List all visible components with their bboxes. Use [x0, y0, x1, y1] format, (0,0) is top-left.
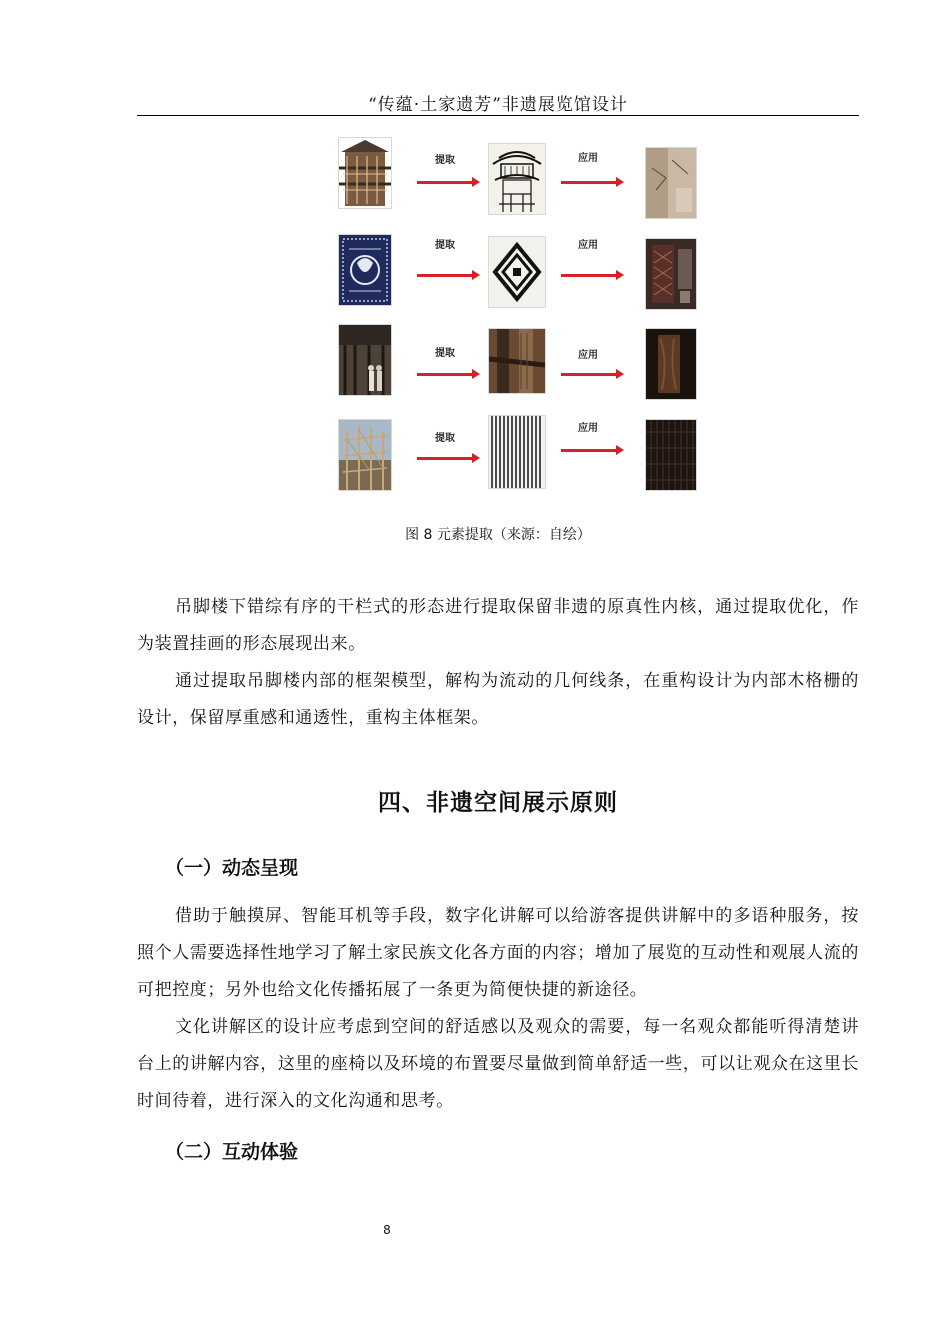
subsection-heading-interactive: （二）互动体验 [165, 1141, 299, 1163]
figure-row-timber [333, 324, 703, 400]
extract-label: 提取 [435, 155, 455, 166]
paragraph-extraction-frame: 通过提取吊脚楼内部的框架模型，解构为流动的几何线条，在重构设计为内部木格栅的设计，保留厚重感和通透性，重构主体框架。 [137, 671, 859, 728]
running-header: “传蕴·土家遗芳”非遗展览馆设计 [368, 95, 628, 115]
stilt-house-photo [338, 137, 392, 209]
figure-row-building [333, 137, 703, 213]
extract-label: 提取 [435, 240, 455, 251]
extract-arrow [417, 274, 473, 277]
extract-label: 提取 [435, 348, 455, 359]
extract-arrow [417, 181, 473, 184]
header-rule [137, 115, 859, 116]
wood-detail-photo [488, 328, 546, 394]
apply-label: 应用 [578, 153, 598, 164]
element-extraction-figure [333, 137, 703, 497]
grille-application-photo [645, 419, 697, 491]
pavilion-line-drawing [488, 143, 546, 215]
timber-frame-photo [338, 324, 392, 396]
diamond-pattern-drawing [488, 236, 546, 308]
extract-label: 提取 [435, 433, 455, 444]
wood-panel-application-photo [645, 328, 697, 400]
extract-arrow [417, 373, 473, 376]
apply-arrow [561, 373, 617, 376]
figure-row-lattice [333, 417, 703, 493]
apply-label: 应用 [578, 240, 598, 251]
panel-application-photo [645, 238, 697, 310]
interior-application-photo [645, 147, 697, 219]
apply-label: 应用 [578, 423, 598, 434]
paragraph-digital-guide: 借助于触摸屏、智能耳机等手段，数字化讲解可以给游客提供讲解中的多语种服务，按照个人需要选择性地学习了解土家民族文化各方面的内容；增加了展览的互动性和观展人流的可把控度；另外也给文化传播拓展了一条更为简便快捷的新途径。 [137, 906, 859, 1000]
apply-arrow [561, 181, 617, 184]
paragraph-lecture-area: 文化讲解区的设计应考虑到空间的舒适感以及观众的需要，每一名观众都能听得清楚讲台上的讲解内容，这里的座椅以及环境的布置要尽量做到简单舒适一些，可以让观众在这里长时间待着，进行深入的文化沟通和思考。 [137, 1017, 859, 1111]
page-number: 8 [383, 1223, 391, 1237]
vertical-lines-drawing [488, 415, 546, 489]
apply-arrow [561, 449, 617, 452]
figure-caption: 图 8 元素提取（来源：自绘） [405, 527, 591, 543]
section-heading: 四、非遗空间展示原则 [378, 790, 618, 816]
apply-arrow [561, 274, 617, 277]
bamboo-scaffold-photo [338, 419, 392, 491]
apply-label: 应用 [578, 350, 598, 361]
subsection-heading-dynamic: （一）动态呈现 [165, 857, 299, 879]
extract-arrow [417, 457, 473, 460]
paragraph-extraction-form: 吊脚楼下错综有序的干栏式的形态进行提取保留非遗的原真性内核，通过提取优化，作为装置挂画的形态展现出来。 [137, 597, 859, 654]
figure-row-textile [333, 234, 703, 310]
batik-textile-photo [338, 234, 392, 306]
